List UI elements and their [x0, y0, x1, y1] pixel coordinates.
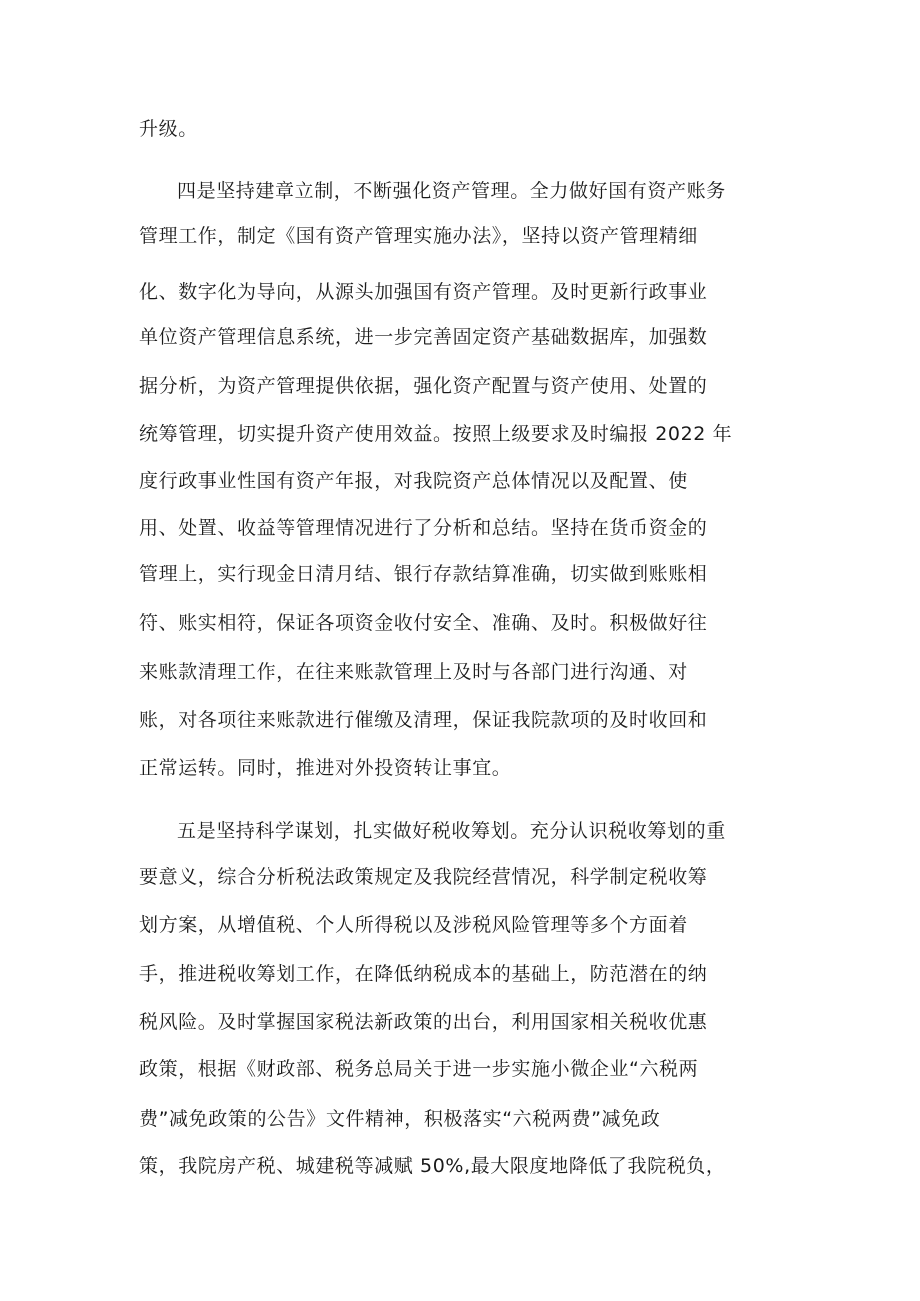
- text-line: 正常运转。同时，推进对外投资转让事宜。: [139, 757, 512, 779]
- paragraph-4-line-1: 四是坚持建章立制，不断强化资产管理。全力做好国有资产账务: [177, 180, 726, 202]
- text-line: 账，对各项往来账款进行催缴及清理，保证我院款项的及时收回和: [139, 709, 708, 731]
- paragraph-5-line-1: 五是坚持科学谋划，扎实做好税收筹划。充分认识税收筹划的重: [177, 820, 726, 842]
- text-line: 策，我院房产税、城建税等减赋 50%,最大限度地降低了我院税负，: [139, 1155, 726, 1177]
- text-line: 用、处置、收益等管理情况进行了分析和总结。坚持在货币资金的: [139, 517, 708, 539]
- text-line: 管理上，实行现金日清月结、银行存款结算准确，切实做到账账相: [139, 563, 708, 585]
- text-line: 划方案，从增值税、个人所得税以及涉税风险管理等多个方面着: [139, 914, 688, 936]
- text-line: 化、数字化为导向，从源头加强国有资产管理。及时更新行政事业: [139, 281, 708, 303]
- text-line: 单位资产管理信息系统，进一步完善固定资产基础数据库，加强数: [139, 326, 708, 348]
- text-line: 手，推进税收筹划工作，在降低纳税成本的基础上，防范潜在的纳: [139, 963, 708, 985]
- text-line: 统筹管理，切实提升资产使用效益。按照上级要求及时编报 2022 年: [139, 423, 733, 445]
- text-line: 税风险。及时掌握国家税法新政策的出台，利用国家相关税收优惠: [139, 1011, 708, 1033]
- text-line: 度行政事业性国有资产年报，对我院资产总体情况以及配置、使: [139, 470, 688, 492]
- text-line: 来账款清理工作，在往来账款管理上及时与各部门进行沟通、对: [139, 661, 688, 683]
- text-line: 政策，根据《财政部、税务总局关于进一步实施小微企业“六税两: [139, 1058, 699, 1080]
- text-line: 符、账实相符，保证各项资金收付安全、准确、及时。积极做好往: [139, 612, 708, 634]
- text-line: 费”减免政策的公告》文件精神，积极落实“六税两费”减免政: [139, 1108, 661, 1130]
- text-line: 要意义，综合分析税法政策规定及我院经营情况，科学制定税收筹: [139, 866, 708, 888]
- text-line: 升级。: [139, 118, 198, 140]
- text-line: 管理工作，制定《国有资产管理实施办法》，坚持以资产管理精细: [139, 225, 698, 247]
- text-line: 据分析，为资产管理提供依据，强化资产配置与资产使用、处置的: [139, 375, 708, 397]
